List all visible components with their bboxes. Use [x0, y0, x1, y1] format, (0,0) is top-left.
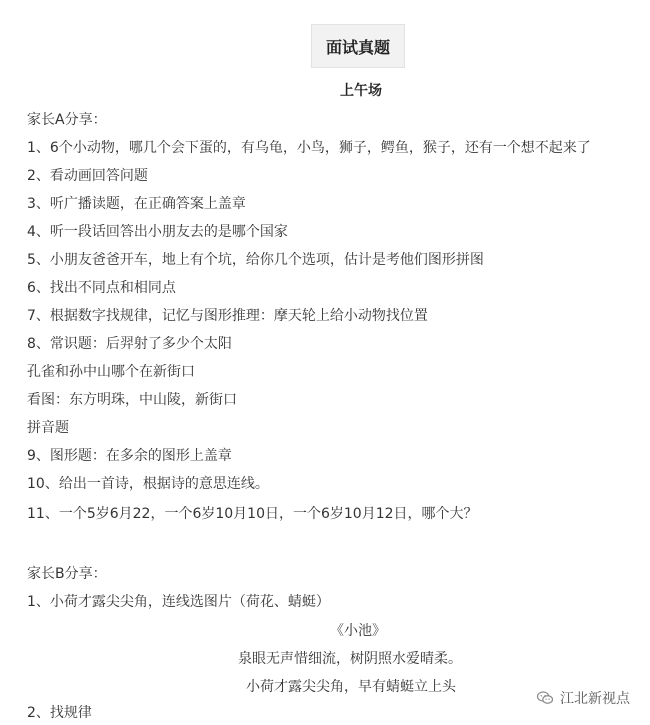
poem-line: 小荷才露尖尖角，早有蜻蜓立上头 [246, 679, 456, 695]
list-item: 8、常识题：后羿射了多少个太阳 [27, 336, 232, 352]
list-item: 10、给出一首诗，根据诗的意思连线。 [27, 476, 269, 492]
poem-line: 泉眼无声惜细流，树阴照水爱晴柔。 [238, 651, 462, 667]
wechat-icon [536, 689, 554, 707]
list-item: 看图：东方明珠，中山陵，新街口 [27, 392, 237, 408]
list-item: 1、6个小动物，哪几个会下蛋的，有乌龟，小鸟，狮子，鳄鱼，猴子，还有一个想不起来了 [27, 140, 591, 156]
list-item: 6、找出不同点和相同点 [27, 280, 176, 296]
list-item: 4、听一段话回答出小朋友去的是哪个国家 [27, 224, 288, 240]
list-item: 3、听广播读题，在正确答案上盖章 [27, 196, 246, 212]
list-item: 2、看动画回答问题 [27, 168, 148, 184]
watermark [534, 688, 632, 708]
page-title: 面试真题 [311, 24, 405, 68]
list-item: 5、小朋友爸爸开车，地上有个坑，给你几个选项，估计是考他们图形拼图 [27, 252, 484, 268]
session-subtitle: 上午场 [340, 83, 382, 99]
list-item: 2、找规律 [27, 705, 92, 721]
poem-title: 《小池》 [330, 623, 386, 639]
section-parent-a: 家长A分享： [27, 112, 107, 128]
list-item: 9、图形题：在多余的图形上盖章 [27, 448, 232, 464]
list-item: 拼音题 [27, 420, 69, 436]
watermark-text: 江北新视点 [560, 691, 630, 707]
list-item: 11、一个5岁6月22，一个6岁10月10日，一个6岁10月12日，哪个大？ [27, 506, 478, 522]
list-item: 孔雀和孙中山哪个在新街口 [27, 364, 195, 380]
section-parent-b: 家长B分享： [27, 566, 107, 582]
list-item: 7、根据数字找规律，记忆与图形推理：摩天轮上给小动物找位置 [27, 308, 428, 324]
list-item: 1、小荷才露尖尖角，连线选图片（荷花、蜻蜓） [27, 594, 330, 610]
